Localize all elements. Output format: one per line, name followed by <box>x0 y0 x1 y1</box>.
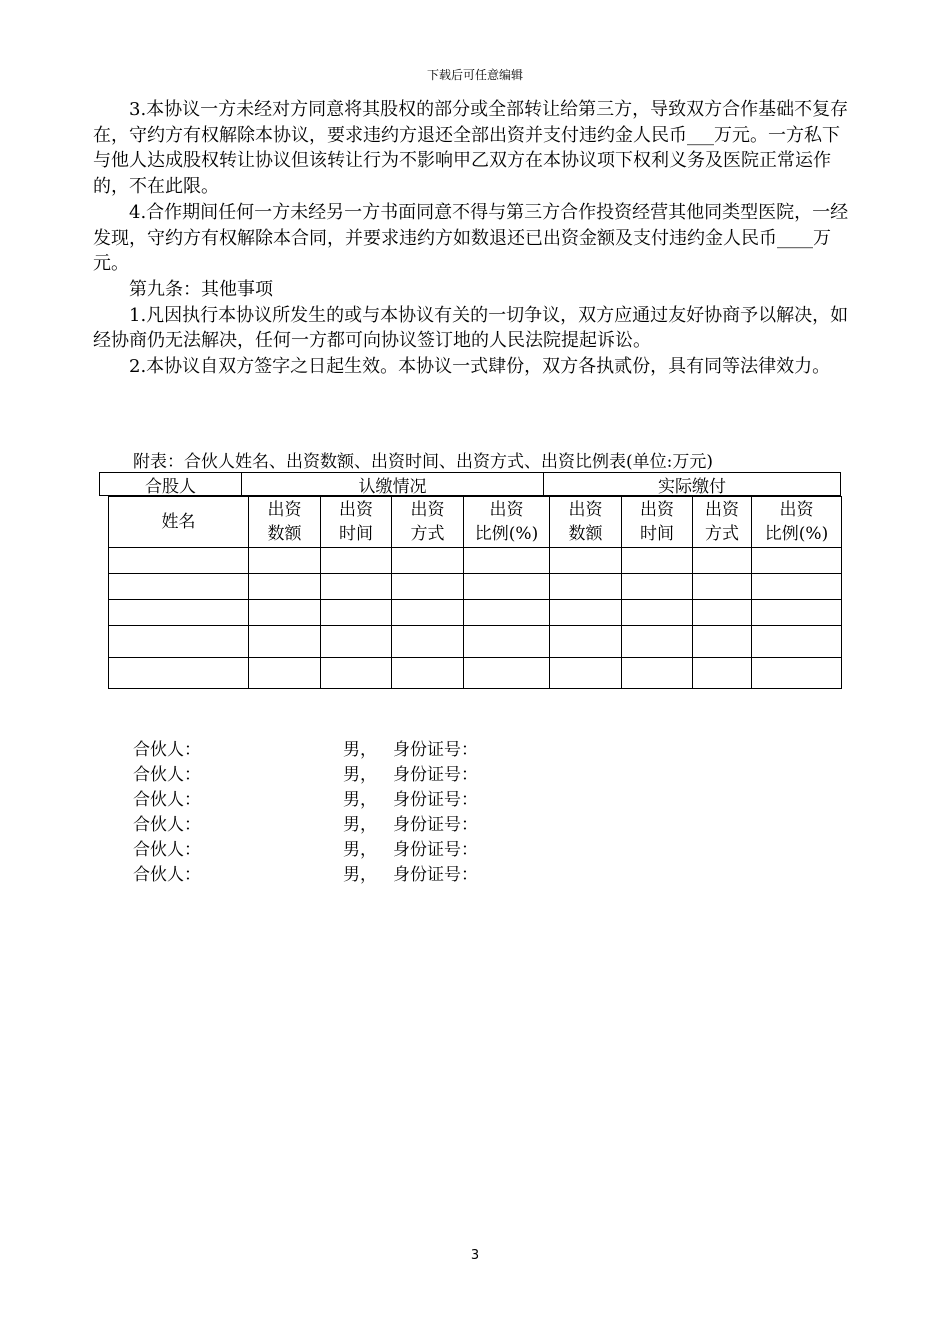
id-label: 身份证号： <box>393 740 478 760</box>
signature-row <box>133 813 478 838</box>
table-row <box>109 658 842 689</box>
table-cell <box>622 658 693 689</box>
table-cell <box>550 626 622 658</box>
table-cell <box>752 600 842 626</box>
table-cell <box>693 626 752 658</box>
table-cell <box>622 626 693 658</box>
table-cell <box>693 548 752 574</box>
table-cell <box>752 574 842 600</box>
table-cell <box>109 658 249 689</box>
table-cell <box>752 658 842 689</box>
signature-row <box>133 763 478 788</box>
table-cell <box>109 600 249 626</box>
partner-label: 合伙人： <box>133 865 201 885</box>
signature-row <box>133 838 478 863</box>
partner-label: 合伙人： <box>133 765 201 785</box>
group-header-partner: 合股人 <box>145 476 196 497</box>
signature-row <box>133 788 478 813</box>
clause-paragraph: 2.本协议自双方签字之日起生效。本协议一式肆份，双方各执贰份，具有同等法律效力。 <box>129 356 831 378</box>
table-cell <box>464 600 550 626</box>
table-cell <box>550 574 622 600</box>
table-cell <box>249 548 321 574</box>
table-cell <box>550 548 622 574</box>
table-cell <box>464 574 550 600</box>
gender-label: 男， <box>343 765 377 785</box>
table-row <box>109 626 842 658</box>
table-cell <box>392 548 464 574</box>
table-cell <box>752 548 842 574</box>
partner-label: 合伙人： <box>133 815 201 835</box>
page-header: 下载后可任意编辑 <box>426 68 523 82</box>
table-cell <box>392 658 464 689</box>
table-cell <box>752 626 842 658</box>
id-label: 身份证号： <box>393 815 478 835</box>
group-header-paid: 实际缴付 <box>543 473 840 495</box>
table-cell <box>464 658 550 689</box>
table-row <box>109 548 842 574</box>
gender-label: 男， <box>343 865 377 885</box>
gender-label: 男， <box>343 740 377 760</box>
header-method: 出资 方式 <box>392 497 464 548</box>
table-cell <box>550 600 622 626</box>
table-group-header <box>99 472 841 496</box>
table-cell <box>321 574 392 600</box>
table-cell <box>321 658 392 689</box>
table-cell <box>550 658 622 689</box>
table-cell <box>693 600 752 626</box>
contribution-table <box>108 496 842 689</box>
table-cell <box>392 626 464 658</box>
gender-label: 男， <box>343 815 377 835</box>
agreement-body <box>93 97 853 380</box>
clause-paragraph: 3.本协议一方未经对方同意将其股权的部分或全部转让给第三方，导致双方合作基础不复存在，守约方有权解除本协议，要求违约方退还全部出资并支付违约金人民币___万元。一方私下与他人达成股权转让协议但该转让行为不影响甲乙双方在本协议项下权利义务及医院正常运作的，不在此限。 <box>93 99 849 198</box>
table-header-row <box>109 497 842 548</box>
table-cell <box>464 548 550 574</box>
partner-label: 合伙人： <box>133 840 201 860</box>
table-cell <box>109 574 249 600</box>
header-ratio: 出资 比例(%) <box>464 497 550 548</box>
table-row <box>109 574 842 600</box>
signature-row <box>133 863 478 888</box>
id-label: 身份证号： <box>393 865 478 885</box>
page-number: 3 <box>470 1248 480 1263</box>
group-header-subscribed: 认缴情况 <box>241 473 543 495</box>
gender-label: 男， <box>343 840 377 860</box>
table-cell <box>622 548 693 574</box>
id-label: 身份证号： <box>393 790 478 810</box>
table-cell <box>693 658 752 689</box>
id-label: 身份证号： <box>393 840 478 860</box>
table-row <box>109 600 842 626</box>
partner-label: 合伙人： <box>133 790 201 810</box>
clause-paragraph: 1.凡因执行本协议所发生的或与本协议有关的一切争议，双方应通过友好协商予以解决，如经协商仍无法解决，任何一方都可向协议签订地的人民法院提起诉讼。 <box>93 304 849 352</box>
table-cell <box>622 574 693 600</box>
id-label: 身份证号： <box>393 765 478 785</box>
clause-paragraph: 4.合作期间任何一方未经另一方书面同意不得与第三方合作投资经营其他同类型医院，一经发现，守约方有权解除本合同，并要求违约方如数退还已出资金额及支付违约金人民币____万元。 <box>93 201 849 275</box>
table-cell <box>464 626 550 658</box>
header-name: 姓名 <box>109 497 249 548</box>
header-paid-time: 出资 时间 <box>622 497 693 548</box>
header-paid-method: 出资 方式 <box>693 497 752 548</box>
table-cell <box>321 626 392 658</box>
partner-label: 合伙人： <box>133 740 201 760</box>
table-cell <box>392 574 464 600</box>
table-cell <box>321 600 392 626</box>
table-cell <box>249 574 321 600</box>
table-cell <box>249 626 321 658</box>
table-cell <box>109 626 249 658</box>
table-cell <box>249 600 321 626</box>
header-amount: 出资 数额 <box>249 497 321 548</box>
gender-label: 男， <box>343 790 377 810</box>
header-paid-ratio: 出资 比例(%) <box>752 497 842 548</box>
table-cell <box>622 600 693 626</box>
signature-row <box>133 738 478 763</box>
table-cell <box>249 658 321 689</box>
header-time: 出资 时间 <box>321 497 392 548</box>
table-cell <box>693 574 752 600</box>
table-caption: 附表：合伙人姓名、出资数额、出资时间、出资方式、出资比例表(单位:万元) <box>133 452 713 472</box>
article-heading: 第九条：其他事项 <box>129 278 273 300</box>
signature-block <box>133 738 478 888</box>
table-cell <box>321 548 392 574</box>
table-cell <box>392 600 464 626</box>
table-cell <box>109 548 249 574</box>
header-paid-amount: 出资 数额 <box>550 497 622 548</box>
